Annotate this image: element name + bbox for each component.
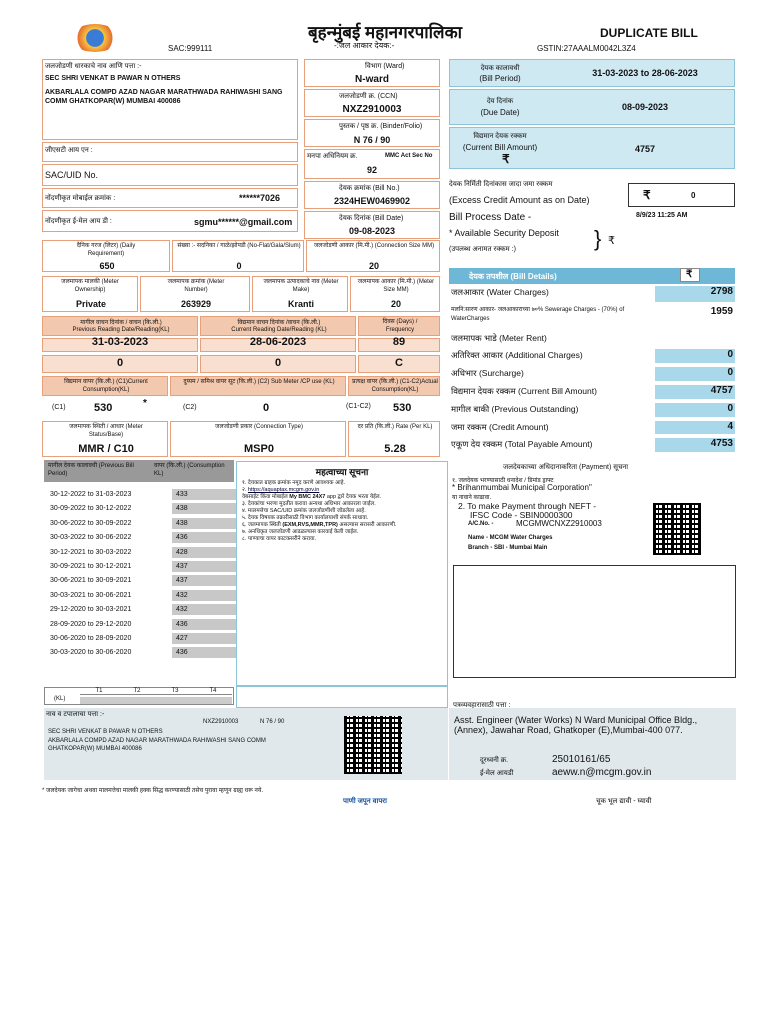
- bill-detail-label: मलनि:सारण आकार- जलआकाराच्या ७०% Sewerage Charges - (70%) of WaterCharges: [451, 307, 625, 322]
- payment-blank-box: [453, 565, 736, 678]
- history-row: [44, 589, 234, 603]
- bill-detail-row: [449, 402, 735, 418]
- payment-neft: 2. To make Payment through NEFT -: [458, 501, 597, 511]
- meter-ownership-cell: [42, 276, 138, 312]
- c12-tag: (C1-C2): [346, 403, 371, 410]
- footer-email[interactable]: aeww.n@mcgm.gov.in: [552, 767, 652, 778]
- bill-detail-label: जलमापक भाडे (Meter Rent): [451, 333, 547, 343]
- c1-label: विद्यमान वापर (कि.ली.) (C1)Current Consumption(KL): [64, 379, 148, 393]
- ccn-label: जलजोडणी क्र. (CCN): [339, 93, 398, 100]
- history-period: 30-09-2022 to 30-12-2022: [50, 505, 132, 513]
- meter-ownership-value: Private: [75, 299, 107, 309]
- footer-phone: 25010161/65: [552, 754, 611, 765]
- mmc-sec: MMC Act Sec No: [385, 153, 433, 159]
- footer-officer-address: Asst. Engineer (Water Works) N Ward Municipal Office Bldg.,(Annex), Jawahar Road, Ghatkoper (E),Mumbai-400 077.: [454, 715, 698, 735]
- footer-disclaimer: * जलदेयक जागेचा अथवा मालमत्तेचा मालकी हक्क सिद्ध करण्यासाठी तसेच पुरावा म्हणून ग्राह्य धरू नये.: [42, 788, 264, 794]
- footer-consumer-address: AKBARLALA COMPD AZAD NAGAR MARATHWADA RAHIWASHI SANG COMM GHATKOPAR(W) MUMBAI 400086: [48, 738, 266, 752]
- bill-period-label-mr: देयक कालावधी: [480, 65, 520, 72]
- conn-size-label: जलजोडणी आकार (मि.मी.) (Connection Size MM): [313, 243, 435, 249]
- history-head-consumption: वापर (कि.ली.) (Consumption KL): [154, 463, 225, 477]
- rate-cell: [348, 421, 440, 457]
- history-row: [44, 632, 234, 646]
- current-bill-box: [449, 127, 735, 169]
- rupee-icon: ₹: [502, 152, 510, 166]
- bill-detail-row: [449, 420, 735, 435]
- days-head: [358, 316, 440, 336]
- tier-value: 0: [80, 697, 118, 704]
- mmc-cell: [304, 149, 440, 179]
- history-row: [44, 603, 234, 617]
- security-deposit-label: * Available Security Deposit: [449, 228, 559, 238]
- daily-req-cell: [42, 240, 170, 272]
- current-bill-value: 4757: [634, 144, 656, 154]
- meter-status-cell: [42, 421, 168, 457]
- history-consumption: 436: [172, 619, 236, 630]
- c2-head: [170, 376, 346, 396]
- bill-detail-label: जलआकार (Water Charges): [451, 287, 549, 297]
- bill-detail-value: 0: [727, 349, 733, 360]
- history-row: [44, 646, 234, 660]
- bill-detail-row: [449, 348, 735, 364]
- history-consumption: 432: [172, 590, 236, 601]
- bill-detail-row: [449, 285, 735, 303]
- prev-reading-value: 0: [116, 357, 124, 369]
- curr-reading-label: Current Reading Date/Reading (KL): [231, 327, 327, 333]
- c1-tag: (C1): [52, 404, 66, 411]
- bill-detail-row: [449, 384, 735, 400]
- history-period: 30-06-2020 to 28-09-2020: [50, 635, 132, 642]
- excess-credit-label: (Excess Credit Amount as on Date): [449, 195, 590, 205]
- bill-no-label: देयक क्रमांक (Bill No.): [339, 185, 400, 192]
- history-period: 30-12-2021 to 30-03-2022: [50, 548, 132, 556]
- rupee-icon: ₹: [643, 188, 651, 202]
- consumer-address: AKBARLALA COMPD AZAD NAGAR MARATHWADA RAHIWASHI SANG COMM GHATKOPAR(W) MUMBAI 400086: [45, 89, 283, 105]
- conn-type-label: जलजोडणी प्रकार (Connection Type): [215, 424, 303, 430]
- bill-detail-value-box: [655, 403, 735, 417]
- excess-credit-label-mr: देयक निर्मिती दिनांकास जादा जमा रक्कम: [449, 181, 553, 188]
- history-row: [44, 546, 234, 560]
- history-consumption: 437: [172, 575, 236, 586]
- bill-period-label: (Bill Period): [479, 74, 521, 83]
- history-consumption: 438: [172, 518, 236, 529]
- meter-size-cell: [350, 276, 440, 312]
- bill-no-cell: [304, 181, 440, 209]
- history-head-period: मागील देयक कालावधी (Previous Bill Period): [48, 463, 134, 477]
- bmc-logo: [70, 24, 120, 52]
- page-title: बृहन्मुंबई महानगरपालिका: [307, 23, 463, 42]
- conn-type-cell: [170, 421, 346, 457]
- c1-value: 530: [94, 402, 113, 414]
- bill-detail-value-box: [655, 421, 735, 434]
- history-row: [44, 517, 234, 531]
- bill-detail-value: 1959: [710, 306, 733, 317]
- meter-number-cell: [140, 276, 250, 312]
- meter-number-value: 263929: [180, 299, 212, 309]
- tier-head: T3: [156, 688, 194, 695]
- payment-ac-name: Name - MCGM Water Charges: [468, 535, 553, 541]
- tier-value: 0: [118, 697, 156, 704]
- history-row: [44, 574, 234, 588]
- bill-detail-value-box: [655, 349, 735, 363]
- tier-value: 0: [194, 697, 232, 704]
- flats-value: 0: [236, 261, 242, 271]
- current-bill-label-mr: विद्यमान देयक रक्कम: [473, 133, 527, 140]
- bill-process-date: 8/9/23 11:25 AM: [636, 212, 688, 219]
- mobile-label: नोंदणीकृत मोबाईल क्रमांक :: [45, 195, 116, 202]
- payment-ac-label: A/C.No. -: [468, 521, 494, 527]
- rate-value: 5.28: [384, 443, 406, 455]
- footer-ccn: NXZ2910003: [203, 719, 239, 725]
- binder-label: पुस्तक / पृष्ठ क्र. (Binder/Folio): [339, 123, 423, 130]
- email-label: नोंदणीकृत ई-मेल आय डी :: [45, 218, 112, 225]
- tier-head: T1: [80, 688, 118, 695]
- history-consumption: 436: [172, 647, 236, 658]
- days-label: दिवस (Days) / Frequency: [382, 319, 418, 333]
- footer-consumer-name: SEC SHRI VENKAT B PAWAR N OTHERS: [48, 729, 163, 735]
- ccn-cell: [304, 89, 440, 117]
- notices-app: My BMC 24X7: [289, 494, 326, 500]
- notices-url[interactable]: https://aquaptax.mcgm.gov.in: [247, 487, 320, 493]
- notices-text: १. देयकात ग्राहक क्रमांक नमूद करणे आवश्यक आहे. २. https://aquaptax.mcgm.gov.in वेबसाईट किंवा मोबाईल My BMC 24X7 app द्वारे देयक भरता येईल. ३. देयकांचा भरणा मुदतीत करावा अन्यथा अधिभार आकारला जाईल. ४. मालमत्तेचा SAC/UID क्रमांक जलजोडणीशी जोडलेला आहे. ५. देयक विषयक तक्रारीसाठी विभाग कार्यालयाशी संपर्क साधावा. ६. जलमापक स्थिती (EXM,RVS,MMR,TPR) असल्यास सरासरी आकारणी. ७. अनधिकृत जलजोडणी आढळल्यास कारवाई केली जाईल. ८. पाण्याचा वापर काटकसरीने करावा.: [242, 480, 397, 542]
- bill-detail-value: 0: [727, 403, 733, 414]
- notices-sac-uid: SAC/UID: [269, 508, 293, 514]
- history-period: 30-03-2021 to 30-06-2021: [50, 591, 132, 599]
- bill-period-box: [449, 59, 735, 87]
- bill-process-label: Bill Process Date -: [449, 212, 532, 223]
- ward-value: N-ward: [355, 74, 389, 85]
- gst-box: [42, 142, 298, 162]
- due-date-box: [449, 89, 735, 125]
- history-consumption: 438: [172, 503, 236, 514]
- ccn-value: NXZ2910003: [342, 104, 402, 115]
- sac-code: SAC:999111: [168, 44, 213, 53]
- footer-phone-label: दूरध्वनी क्र.: [480, 757, 509, 764]
- history-period: 30-03-2020 to 30-06-2020: [50, 649, 132, 657]
- meter-ownership-label: जलमापक मालकी (Meter Ownership): [61, 279, 119, 293]
- binder-cell: [304, 119, 440, 147]
- sac-uid-box: [42, 164, 298, 186]
- c2-tag: (C2): [183, 404, 197, 411]
- meter-size-label: जलमापक आकार (मि.मी.) (Meter Size MM): [357, 279, 435, 293]
- bill-detail-label: मागील बाकी (Previous Outstanding): [451, 404, 579, 414]
- daily-req-label: दैनिक गरज (लिटर) (Daily Requirement): [76, 243, 136, 257]
- bill-detail-value-box: [655, 332, 735, 345]
- bill-details-title: देयक तपशील (Bill Details): [469, 272, 557, 281]
- history-consumption: 433: [172, 489, 236, 500]
- history-head: [44, 460, 234, 482]
- notices-sub-box: [236, 686, 448, 708]
- water-bill-label: -:जल आकार देयक:-: [334, 41, 395, 50]
- payment-line-2: या नावाने काढावा.: [452, 495, 492, 501]
- meter-make-value: Kranti: [287, 299, 314, 309]
- days-value: 89: [392, 336, 406, 348]
- current-bill-label: (Current Bill Amount): [462, 143, 538, 152]
- history-consumption: 437: [172, 561, 236, 572]
- payment-ac-number: MCGMWCNXZ2910003: [516, 519, 602, 528]
- bill-detail-value-box: [655, 438, 735, 452]
- bill-detail-value: 2798: [710, 286, 733, 297]
- tier-kl-tag: (KL): [54, 696, 66, 702]
- payment-title: जलदेयकाच्या अधिदानाकरिता (Payment) सूचना: [503, 464, 629, 471]
- tier-value: 0: [156, 697, 194, 704]
- conn-size-value: 20: [368, 261, 379, 271]
- meter-status-label: जलमापक स्थिती / आधार (Meter Status/Base): [69, 424, 143, 438]
- history-period: 30-03-2022 to 30-06-2022: [50, 534, 132, 542]
- conn-type-value: MSP0: [244, 443, 274, 455]
- flats-label: संख्या :- सदनिका / गाळे/झोपडी (No-Flat/Gala/Slum): [177, 243, 301, 249]
- c2-label: दुय्यम / समिश्र वापर सूट (कि.ली.) (C2) Sub Meter /CP use (KL): [183, 379, 335, 385]
- curr-reading-date: 28-06-2023: [249, 336, 307, 348]
- meter-make-label: जलमापक उत्पादकाचे नाव (Meter Make): [263, 279, 339, 293]
- payment-branch: Branch - SBI - Mumbai Main: [468, 545, 548, 551]
- notices-title: महत्वाच्या सूचना: [315, 467, 369, 477]
- bill-detail-row: [449, 305, 735, 329]
- footer-qr-code[interactable]: [344, 716, 402, 774]
- tier-head: T4: [194, 688, 232, 695]
- bill-detail-value-box: [655, 367, 735, 381]
- history-row: [44, 618, 234, 632]
- bill-date-label: देयक दिनांक (Bill Date): [339, 215, 404, 222]
- payment-line-1: १. जलदेयक भरण्यासाठी धनादेश / डिमांड ड्राफ्ट: [452, 478, 554, 484]
- c1-head: [42, 376, 168, 396]
- bill-detail-label: जमा रक्कम (Credit Amount): [451, 422, 549, 432]
- excess-credit-value: 0: [691, 191, 696, 200]
- history-consumption: 427: [172, 633, 236, 644]
- ward-cell: [304, 59, 440, 87]
- prev-reading-label: Previous Reading Date/Reading(KL): [72, 327, 170, 333]
- email-box: [42, 210, 298, 232]
- bill-detail-label: विद्यमान देयक रक्कम (Current Bill Amount): [451, 386, 597, 396]
- footer-email-label: ई-मेल आयडी: [480, 770, 514, 777]
- bill-date-cell: [304, 211, 440, 239]
- history-row: [44, 488, 234, 502]
- history-row: [44, 502, 234, 516]
- prev-reading-date: 31-03-2023: [91, 336, 149, 348]
- bill-detail-label: अतिरिक्त आकार (Additional Charges): [451, 350, 583, 360]
- duplicate-bill-label: DUPLICATE BILL: [600, 26, 698, 40]
- bill-detail-value-box: [655, 286, 735, 302]
- due-date-label: (Due Date): [480, 108, 520, 117]
- consumer-name-label: जलजोडणी धारकाचे नाव आणि पत्ता :-: [45, 63, 142, 70]
- rupee-box: [680, 268, 700, 282]
- due-date-label-mr: देय दिनांक: [486, 98, 514, 105]
- footer-eoe: चूक भूल द्यावी - घ्यावी: [596, 798, 652, 805]
- payment-ifsc: IFSC Code - SBIN0000300: [470, 510, 573, 520]
- history-row: [44, 531, 234, 545]
- excess-credit-box: [628, 183, 735, 207]
- gstin: GSTIN:27AAALM0042L3Z4: [537, 44, 636, 53]
- curr-reading-label-mr: विद्यमान वाचन दिनांक /वाचन (कि.ली.): [237, 320, 321, 326]
- history-period: 30-06-2021 to 30-09-2021: [50, 577, 132, 585]
- consumer-box: [42, 59, 298, 140]
- gst-label: जीएसटी आय एन :: [45, 147, 93, 154]
- c2-value: 0: [263, 402, 270, 414]
- bill-detail-row: [449, 331, 735, 346]
- email-address: sgmu******@gmail.com: [194, 217, 293, 227]
- meter-size-value: 20: [390, 299, 401, 309]
- footer-save-water: पाणी जपून वापरा: [343, 798, 387, 805]
- bill-detail-label: अधिभार (Surcharge): [451, 368, 524, 378]
- sac-uid-label: SAC/UID No.: [45, 170, 99, 180]
- brace-icon: }: [594, 226, 602, 251]
- notices-meter-codes: (EXM,RVS,MMR,TPR): [282, 522, 338, 528]
- bill-detail-value: 4757: [710, 385, 733, 396]
- history-consumption: 436: [172, 532, 236, 543]
- footer-binder: N 76 / 90: [260, 719, 285, 725]
- flats-cell: [172, 240, 304, 272]
- bill-detail-value-box: [655, 385, 735, 399]
- c1-star: *: [143, 398, 147, 409]
- conn-size-cell: [306, 240, 440, 272]
- meter-status-value: MMR / C10: [78, 443, 134, 455]
- bill-detail-value: 0: [727, 367, 733, 378]
- rupee-icon: ₹: [686, 269, 693, 280]
- history-period: 30-12-2022 to 31-03-2023: [50, 491, 132, 498]
- mmc-label: मनपा अधिनियम क्र.: [307, 153, 358, 160]
- payment-qr-code[interactable]: [653, 503, 701, 555]
- rate-label: दर प्रति (कि.ली.) Rate (Per KL): [357, 424, 433, 430]
- due-date-value: 08-09-2023: [621, 102, 669, 112]
- bill-detail-value: 4753: [710, 438, 733, 449]
- curr-reading-value: 0: [274, 357, 282, 369]
- prev-reading-label-mr: मागील वाचन दिनांक / वाचन (कि.ली.): [80, 320, 162, 326]
- bill-detail-value: 4: [727, 421, 733, 432]
- meter-make-cell: [252, 276, 348, 312]
- history-period: 30-06-2022 to 30-09-2022: [50, 519, 132, 527]
- history-row: [44, 560, 234, 574]
- bill-period-value: 31-03-2023 to 28-06-2023: [592, 68, 698, 78]
- bill-detail-row: [449, 366, 735, 382]
- mobile-number: ******7026: [239, 193, 281, 203]
- history-period: 29-12-2020 to 30-03-2021: [50, 606, 132, 614]
- meter-number-label: जलमापक क्रमांक (Meter Number): [167, 279, 225, 293]
- c12-value: 530: [393, 402, 412, 414]
- footer-name-label: नाव व टपालाचा पत्ता :-: [46, 711, 105, 718]
- history-period: 28-09-2020 to 29-12-2020: [50, 620, 132, 628]
- footer-officer-label: पत्रव्यवहारासाठी पत्ता :: [453, 702, 511, 709]
- bill-detail-row: [449, 437, 735, 453]
- mmc-value: 92: [366, 165, 377, 175]
- frequency-value: C: [395, 357, 403, 369]
- rupee-icon: ₹: [608, 235, 615, 247]
- tier-head: T2: [118, 688, 156, 695]
- payment-corp: * Brihanmumbai Municipal Corporation": [452, 483, 592, 492]
- curr-reading-head: [200, 316, 356, 336]
- binder-value: N 76 / 90: [353, 135, 391, 145]
- bill-date-value: 09-08-2023: [348, 226, 396, 236]
- actual-label: प्रत्यक्ष वापर (कि.ली.) (C1-C2)Actual Consumption(KL): [352, 379, 438, 393]
- history-period: 30-09-2021 to 30-12-2021: [50, 563, 132, 570]
- bill-detail-label: एकूण देय रक्कम (Total Payable Amount): [451, 439, 593, 449]
- history-consumption: 428: [172, 547, 236, 558]
- prev-reading-head: [42, 316, 198, 336]
- mobile-box: [42, 188, 298, 208]
- daily-req-value: 650: [99, 261, 115, 271]
- bill-no-value: 2324HEW0469902: [333, 196, 411, 206]
- ward-label: विभाग (Ward): [365, 63, 405, 70]
- security-deposit-label-mr: (उपलब्ध अनामत रक्कम :): [449, 246, 516, 253]
- history-consumption: 432: [172, 604, 236, 615]
- bill-detail-value-box: [655, 306, 735, 328]
- consumer-name: SEC SHRI VENKAT B PAWAR N OTHERS: [45, 75, 181, 82]
- actual-head: [348, 376, 440, 396]
